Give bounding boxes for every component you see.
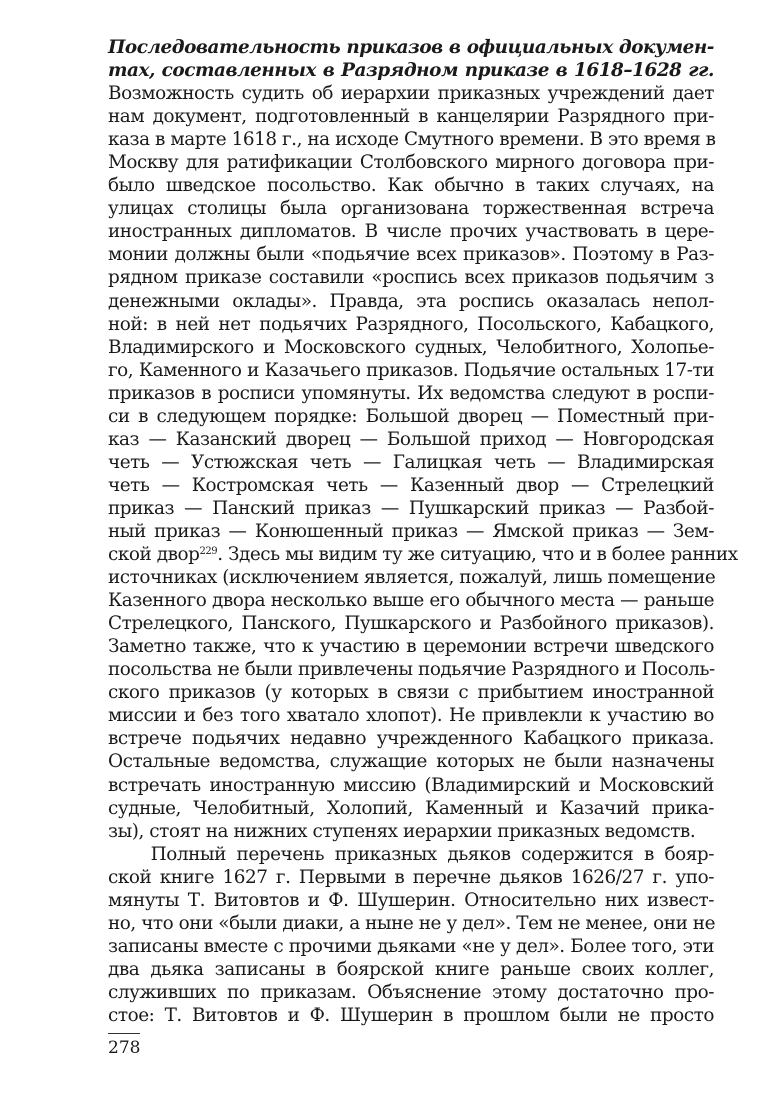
text-line: но, что они «были диаки, а ныне не у дел». Тем не менее, они не [108,912,716,934]
text-line: ского приказов (у которых в связи с прибытием иностранной [108,682,714,704]
text-line: каза в марте 1618 г., на исходе Смутного времени. В это время в [108,129,716,151]
text-line: судные, Челобитный, Холопий, Каменный и Казачий прика- [108,797,714,819]
footnote-line-after: . Здесь мы видим ту же ситуацию, что и в более ранних [217,544,738,566]
text-line: монии должны были «подьячие всех приказов». Поэтому в Раз- [108,244,714,266]
text-line: было шведское посольство. Как обычно в таких случаях, на [108,175,714,197]
text-line-with-footnote [108,543,738,566]
text-line: си в следующем порядке: Большой дворец — Поместный при- [108,405,714,427]
text-line: улицах столицы была организована торжественная встреча [108,198,714,220]
text-line: иностранных дипломатов. В числе прочих участвовать в цере- [108,221,714,243]
text-line: записаны вместе с прочими дьяками «не у дел». Более того, эти [108,935,714,957]
text-line: рядном приказе составили «роспись всех приказов подьячим з [108,267,714,289]
text-line: служивших по приказам. Объяснение этому достаточно про- [108,981,714,1003]
text-line: источниках (исключением является, пожалуй, лишь помещение [108,567,716,589]
text-line: Казенного двора несколько выше его обычного места — раньше [108,590,714,612]
text-line: посольства не были привлечены подьячие Разрядного и Посоль- [108,659,715,681]
text-line: приказов в росписи упомянуты. Их ведомства следуют в роспи- [108,382,714,404]
page-number: 278 [108,1038,141,1058]
text-line: четь — Костромская четь — Казенный двор — Стрелецкий [108,474,714,496]
text-line: два дьяка записаны в боярской книге раньше своих коллег, [108,958,714,980]
text-line: Заметно также, что к участию в церемонии встречи шведского [108,636,714,658]
text-line: ной: в ней нет подьячих Разрядного, Посольского, Кабацкого, [108,313,714,335]
text-line: Стрелецкого, Панского, Пушкарского и Разбойного приказов). [108,613,714,635]
text-line: Москву для ратификации Столбовского мирного договора при- [108,152,714,174]
paragraph-start-line: Полный перечень приказных дьяков содержится в бояр- [108,843,714,865]
body-text [108,36,738,1027]
footnote-line-before: ской двор [108,544,200,566]
text-line: мянуты Т. Витовтов и Ф. Шушерин. Относительно них извест- [108,889,714,911]
footer-rule [108,1033,140,1034]
text-line: Остальные ведомства, служащие которых не были назначены [108,751,714,773]
text-line: нам документ, подготовленный в канцелярии Разрядного при- [108,106,714,128]
text-line: приказ — Панский приказ — Пушкарский приказ — Разбой- [108,497,714,519]
text-line: стое: Т. Витовтов и Ф. Шушерин в прошлом были не просто [108,1004,714,1026]
text-line: го, Каменного и Казачьего приказов. Подьячие остальных 17-ти [108,359,714,381]
text-line: четь — Устюжская четь — Галицкая четь — Владимирская [108,451,714,473]
text-line: ской книге 1627 г. Первыми в перечне дьяков 1626/27 г. упо- [108,866,714,888]
text-line: каз — Казанский дворец — Большой приход — Новгородская [108,428,714,450]
section-heading-line-1: Последовательность приказов в официальных докумен- [108,37,714,58]
text-line: миссии и без того хватало хлопот). Не привлекли к участию во [108,705,714,727]
text-line: встрече подьячих недавно учрежденного Кабацкого приказа. [108,728,714,750]
paragraph-end-line: зы), стоят на нижних ступенях иерархии приказных ведомств. [108,820,696,842]
text-line: Возможность судить об иерархии приказных учреждений дает [108,83,714,105]
text-line: денежными оклады». Правда, эта роспись оказалась непол- [108,290,714,312]
section-heading-line-2: тах, составленных в Разрядном приказе в 1618–1628 гг. [108,60,714,82]
text-line: встречать иностранную миссию (Владимирский и Московский [108,774,714,796]
footnote-reference: 229 [199,546,218,558]
text-line: Владимирского и Московского судных, Челобитного, Холопье- [108,336,714,358]
text-line: ный приказ — Конюшенный приказ — Ямской приказ — Зем- [108,520,714,542]
